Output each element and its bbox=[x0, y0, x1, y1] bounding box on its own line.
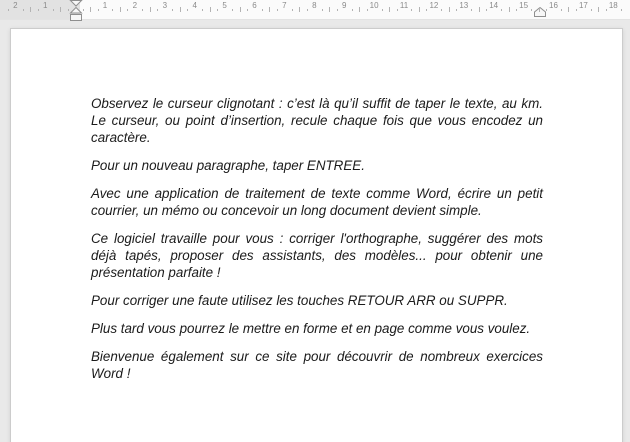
ruler-tick bbox=[539, 7, 540, 12]
ruler-tick bbox=[247, 9, 248, 11]
right-indent-marker[interactable] bbox=[533, 7, 547, 18]
paragraph[interactable]: Avec une application de traitement de texte comme Word, écrire un petit courrier, un mémo ou concevoir un long document devient simple. bbox=[91, 186, 543, 218]
ruler-tick bbox=[546, 9, 547, 11]
ruler-tick bbox=[367, 9, 368, 11]
ruler-number: 7 bbox=[282, 1, 287, 10]
ruler-tick bbox=[329, 7, 330, 12]
ruler-tick bbox=[30, 7, 31, 12]
ruler-number: 1 bbox=[42, 1, 48, 10]
ruler-tick bbox=[479, 7, 480, 12]
ruler-tick bbox=[98, 9, 99, 11]
ruler-number: 1 bbox=[102, 1, 108, 10]
paragraph[interactable]: Pour corriger une faute utilisez les touches RETOUR ARR ou SUPPR. bbox=[91, 293, 508, 308]
ruler-tick bbox=[217, 9, 218, 11]
ruler-tick bbox=[606, 9, 607, 11]
paragraph[interactable]: Plus tard vous pourrez le mettre en forme et en page comme vous voulez. bbox=[91, 321, 531, 336]
ruler-tick bbox=[382, 9, 383, 11]
left-indent-marker[interactable] bbox=[71, 15, 82, 21]
paragraph[interactable]: Ce logiciel travaille pour vous : corriger l'orthographe, suggérer des mots déjà tapés, proposer des assistants, des modèles... pour obtenir une présentation parfaite ! bbox=[91, 231, 543, 280]
ruler-tick bbox=[621, 9, 622, 11]
ruler-tick bbox=[187, 9, 188, 11]
document-page[interactable] bbox=[10, 28, 623, 442]
ruler-tick bbox=[269, 7, 270, 12]
paragraph[interactable]: Pour un nouveau paragraphe, taper ENTREE. bbox=[91, 158, 365, 173]
ruler-tick bbox=[53, 9, 54, 11]
ruler-tick bbox=[576, 9, 577, 11]
ruler-tick bbox=[471, 9, 472, 11]
left-indent-markers[interactable] bbox=[69, 0, 83, 23]
ruler-tick bbox=[307, 9, 308, 11]
ruler-number: 11 bbox=[399, 1, 409, 10]
ruler-tick bbox=[112, 9, 113, 11]
ruler-number: 10 bbox=[369, 1, 379, 10]
ruler-tick bbox=[516, 9, 517, 11]
ruler-tick bbox=[449, 7, 450, 12]
ruler-tick bbox=[120, 7, 121, 12]
ruler-tick bbox=[232, 9, 233, 11]
ruler-tick bbox=[60, 7, 61, 12]
ruler-tick bbox=[568, 7, 569, 12]
ruler-tick bbox=[456, 9, 457, 11]
ruler-number: 14 bbox=[489, 1, 499, 10]
ruler-tick bbox=[210, 7, 211, 12]
ruler-tick bbox=[157, 9, 158, 11]
paragraph[interactable]: Bienvenue également sur ce site pour découvrir de nombreux exercices Word ! bbox=[91, 349, 543, 381]
ruler-tick bbox=[299, 7, 300, 12]
ruler-tick bbox=[277, 9, 278, 11]
ruler-tick bbox=[23, 9, 24, 11]
ruler-tick bbox=[561, 9, 562, 11]
ruler-number: 5 bbox=[222, 1, 227, 10]
ruler-tick bbox=[142, 9, 143, 11]
ruler-tick bbox=[426, 9, 427, 11]
ruler-tick bbox=[486, 9, 487, 11]
ruler-tick bbox=[359, 7, 360, 12]
ruler-tick bbox=[240, 7, 241, 12]
ruler-tick bbox=[262, 9, 263, 11]
ruler-tick bbox=[441, 9, 442, 11]
ruler-number: 3 bbox=[162, 1, 168, 10]
hanging-indent-marker[interactable] bbox=[71, 8, 82, 14]
ruler-tick bbox=[598, 7, 599, 12]
first-line-indent-marker[interactable] bbox=[71, 1, 82, 7]
ruler-tick bbox=[38, 9, 39, 11]
ruler-tick bbox=[150, 7, 151, 12]
ruler-number: 4 bbox=[192, 1, 197, 10]
ruler-tick bbox=[68, 9, 69, 11]
paragraph[interactable]: Observez le curseur clignotant : c’est là qu’il suffit de taper le texte, au km. Le curseur, ou point d’insertion, recule chaque fois que vous encodez un caractère. bbox=[91, 96, 543, 145]
ruler-tick bbox=[411, 9, 412, 11]
ruler-tick bbox=[389, 7, 390, 12]
ruler-tick bbox=[8, 9, 9, 11]
ruler-tick bbox=[419, 7, 420, 12]
ruler-tick bbox=[397, 9, 398, 11]
ruler-number: 9 bbox=[341, 1, 347, 10]
right-indent-marker-shape[interactable] bbox=[535, 8, 546, 17]
ruler-tick bbox=[591, 9, 592, 11]
ruler-tick bbox=[90, 7, 91, 12]
ruler-tick bbox=[83, 9, 84, 11]
ruler-tick bbox=[337, 9, 338, 11]
ruler-number: 18 bbox=[608, 1, 618, 10]
ruler-number: 17 bbox=[578, 1, 588, 10]
ruler-tick bbox=[127, 9, 128, 11]
ruler-tick bbox=[180, 7, 181, 12]
ruler-tick bbox=[172, 9, 173, 11]
ruler-number: 2 bbox=[132, 1, 138, 10]
ruler-number: 6 bbox=[252, 1, 257, 10]
horizontal-ruler[interactable] bbox=[0, 0, 630, 20]
ruler-number: 2 bbox=[13, 1, 18, 10]
ruler-tick bbox=[531, 9, 532, 11]
ruler-tick bbox=[501, 9, 502, 11]
ruler-tick bbox=[202, 9, 203, 11]
ruler-tick bbox=[322, 9, 323, 11]
ruler-tick bbox=[292, 9, 293, 11]
ruler-tick bbox=[509, 7, 510, 12]
document-text bbox=[91, 95, 543, 393]
ruler-tick bbox=[352, 9, 353, 11]
ruler-number: 12 bbox=[429, 1, 439, 10]
ruler-number: 16 bbox=[549, 1, 558, 10]
ruler-number: 13 bbox=[459, 1, 469, 10]
ruler-number: 8 bbox=[312, 1, 317, 10]
ruler-number: 15 bbox=[519, 1, 529, 10]
